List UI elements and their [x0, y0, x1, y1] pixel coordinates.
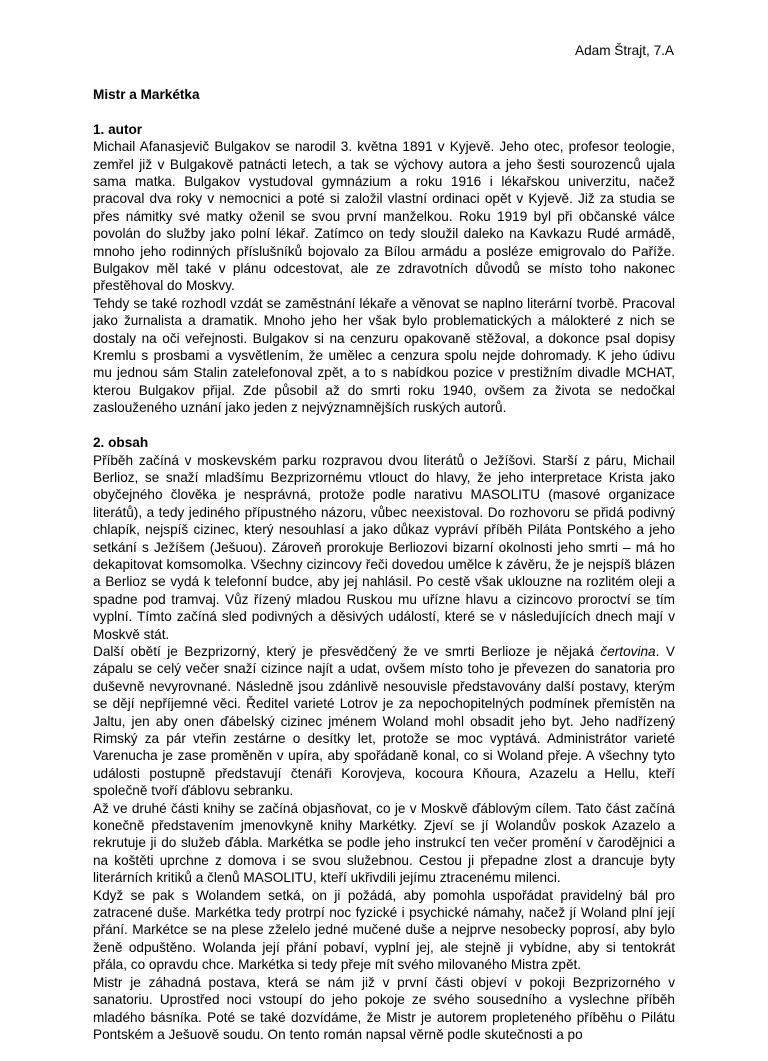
section-content — [93, 434, 675, 1043]
section-heading-author: 1. autor — [93, 121, 143, 137]
document-body — [93, 86, 675, 1061]
section-author — [93, 121, 675, 417]
paragraph: Když se pak s Wolandem setká, on ji požádá, aby pomohla uspořádat pravidelný bál pro zatracené duše. Markétka tedy protrpí noc fyzické i psychické námahy, načež jí Woland plní její přání. Markétce se na plese zželelo jedné mučené duše a nejprve nesobecky poprosí, aby bylo ženě odpuštěno. Wolanda její přání pobaví, vyplní jej, ale stejně ji vybídne, aby si tentokrát přála, co opravdu chce. Markétka si tedy přeje mít svého milovaného Mistra zpět. — [93, 887, 675, 973]
section-heading-content: 2. obsah — [93, 435, 149, 451]
paragraph — [93, 643, 675, 800]
document-title: Mistr a Markétka — [93, 87, 200, 102]
paragraph: Tehdy se také rozhodl vzdát se zaměstnání lékaře a věnovat se naplno literární tvorbě. Pracoval jako žurnalista a dramatik. Mnoho jeho her však bylo problematických a málokteré z nich se dostaly na oči veřejnosti. Bulgakov si na cenzuru opakovaně stěžoval, a dokonce psal dopisy Kremlu s prosbami a vysvětlením, že umělec a cenzura spolu nejde dohromady. K jeho údivu mu jednou sám Stalin zatelefonoval zpět, a to s nabídkou pozice v prestižním divadle MCHAT, kterou Bulgakov přijal. Zde působil až do smrti roku 1940, ovšem za života se nedočkal zaslouženého uznání jako jeden z nejvýznamnějších ruských autorů. — [93, 295, 675, 416]
paragraph: Michail Afanasjevič Bulgakov se narodil 3. května 1891 v Kyjevě. Jeho otec, profesor teologie, zemřel již v Bulgakově patnácti letech, a tak se výchovy autora a jeho šesti sourozenců ujala sama matka. Bulgakov vystudoval gymnázium a roku 1916 i lékařskou univerzitu, načež pracoval dva roky v nemocnici a poté si založil vlastní ordinaci opět v Kyjevě. Již za studia se přes námitky své matky oženil se svou první manželkou. Roku 1919 byl při občanské válce povolán do služby jako polní lékař. Zatímco on tedy sloužil daleko na Kavkazu Rudé armádě, mnoho jeho rodinných příslušníků bojovalo za Bílou armádu a posléze emigrovalo do Paříže. Bulgakov měl také v plánu odcestovat, ale ze zdravotních důvodů se místo toho nakonec přestěhoval do Moskvy. — [93, 139, 675, 294]
paragraph: Až ve druhé části knihy se začíná objasňovat, co je v Moskvě ďáblovým cílem. Tato část začíná konečně představením jmenovkyně knihy Markétky. Zjeví se jí Wolandův poskok Azazelo a rekrutuje ji do služeb ďábla. Markétka se podle jeho instrukcí ten večer promění v čarodějnici a na koštěti uprchne z domova i se svou služebnou. Cestou ji přepadne zlost a drancuje byty literárních kritiků a členů MASOLITU, kteří ukřivdili jejímu ztracenému milenci. — [93, 800, 675, 886]
paragraph-text: . V zápalu se celý večer snaží cizince najít a udat, ovšem místo toho je převezen do sanatoria pro duševně nevyrovnané. Následně jsou zdánlivě nesouvisle představovány další postavy, kterým se dějí nepříjemné věci. Ředitel varieté Lotrov je za nepochopitelných podmínek přemístěn na Jaltu, jen aby onen ďábelský cizinec jménem Woland mohl obsadit jeho byt. Jeho nadřízený Rimský za pár vteřin zestárne o desítky let, protože se moc vyptává. Administrátor varieté Varenucha je zase proměněn v upíra, aby spořádaně konal, co si Woland přeje. A všechny tyto události postupně představují čtenáři Korovjeva, kocoura Kňoura, Azazelu a Hellu, kteří společně tvoří ďáblovu sebranku. — [93, 643, 675, 799]
emphasized-word: čertovina — [600, 643, 656, 659]
paragraph: Mistr je záhadná postava, která se nám již v první části objeví v pokoji Bezprizorného v sanatoriu. Uprostřed noci vstoupí do jeho pokoje ze svého sousedního a vyslechne příběh mladého básníka. Poté se také dozvídáme, že Mistr je autorem propleteného příběhu o Pilátu Pontském a Ješuově soudu. On tento román napsal věrně podle skutečnosti a po — [93, 974, 675, 1042]
author-class-label: Adam Štrajt, 7.A — [575, 43, 674, 58]
paragraph-text: Další obětí je Bezprizorný, který je přesvědčený že ve smrti Berlioze je nějaká — [93, 643, 601, 659]
paragraph: Příběh začíná v moskevském parku rozpravou dvou literátů o Ježíšovi. Starší z páru, Michail Berlioz, se snaží mladšímu Bezprizornému vtlouct do hlavy, že jeho interpretace Krista jako obyčejného člověka je nesprávná, protože podle narativu MASOLITU (masové organizace literátů), a tedy jediného přípustného názoru, vůbec neexistoval. Do rozhovoru se přidá podivný chlapík, nejspíš cizinec, který nesouhlasí a jako důkaz vypráví příběh Piláta Pontského a jeho setkání s Ježíšem (Ješuou). Zároveň prorokuje Berliozovi bizarní okolnosti jeho smrti – má ho dekapitovat komsomolka. Všechny cizincovy řeči dovedou umělce k závěru, že je nejspíš blázen a Berlioz se vydá k telefonní budce, aby jej nahlásil. Po cestě však uklouzne na rozlitém oleji a spadne pod tramvaj. Vůz řízený mladou Ruskou mu uřízne hlavu a cizincovo proroctví se tím vyplní. Tímto začíná sled podivných a děsivých událostí, které se v následujících dnech mají v Moskvě stát. — [93, 452, 675, 642]
